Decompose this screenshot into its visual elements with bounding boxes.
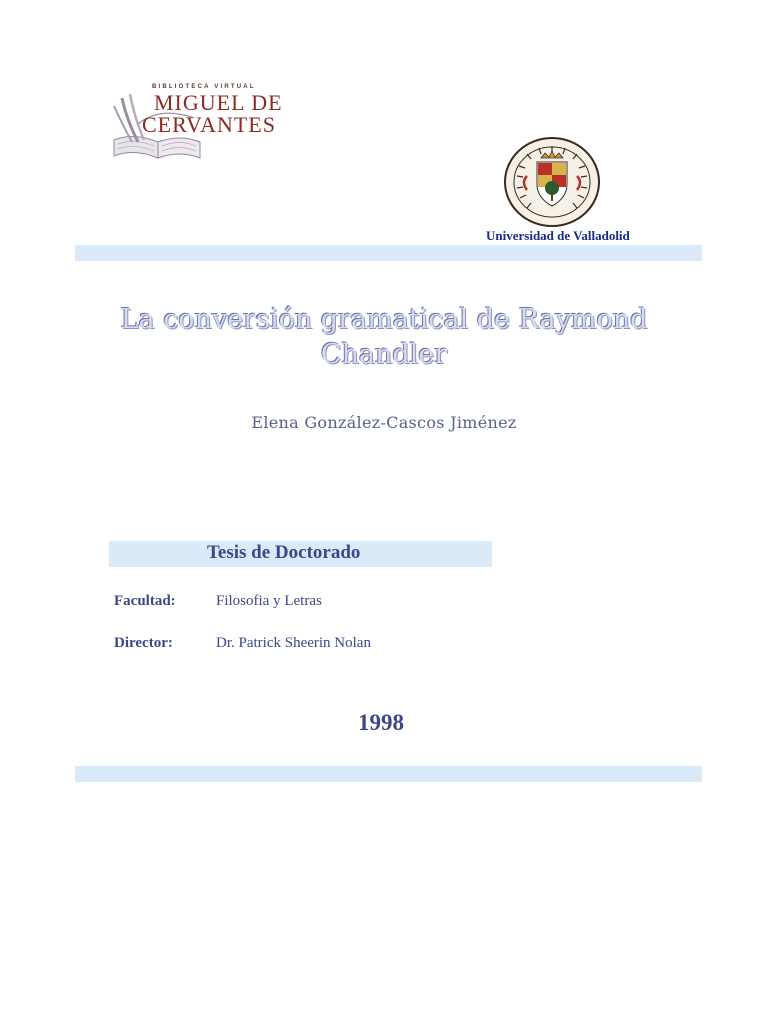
author-name: Elena González-Cascos Jiménez [251, 413, 517, 432]
year: 1998 [358, 710, 404, 735]
director-value: Dr. Patrick Sheerin Nolan [216, 635, 371, 651]
top-band [75, 245, 702, 261]
thesis-type: Tesis de Doctorado [207, 542, 361, 563]
university-name: Universidad de Valladolid [486, 228, 630, 243]
logo-line2: CERVANTES [142, 112, 276, 137]
faculty-label: Facultad: [114, 593, 176, 609]
bottom-band [75, 766, 702, 782]
university-seal [503, 136, 601, 228]
logo-line1: MIGUEL DE [154, 90, 283, 115]
faculty-value: Filosofia y Letras [216, 593, 322, 609]
logo-subtitle: BIBLIOTECA VIRTUAL [152, 84, 256, 90]
director-label: Director: [114, 635, 173, 651]
thesis-title: La conversión gramatical de Raymond Chandler [120, 304, 648, 370]
cervantes-logo [108, 84, 283, 168]
seal-icon [503, 136, 601, 228]
